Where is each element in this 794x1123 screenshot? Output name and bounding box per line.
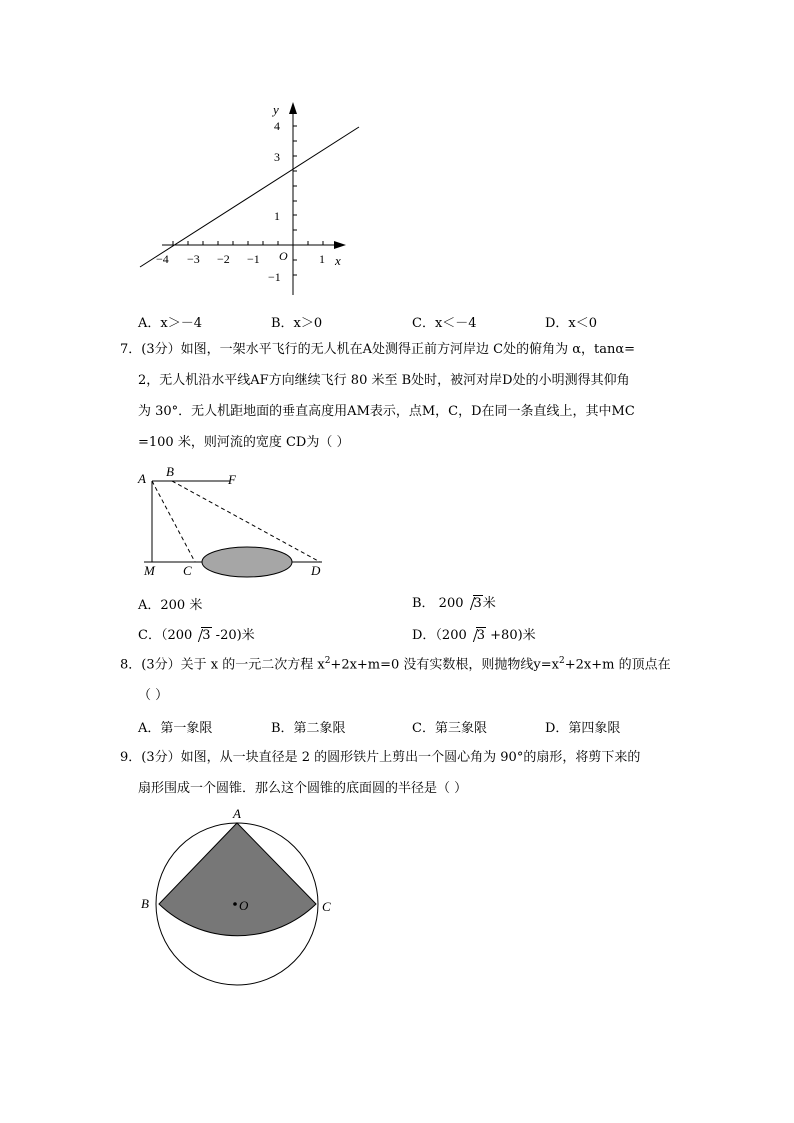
- q9-line-2: 扇形围成一个圆锥．那么这个圆锥的底面圆的半径是（ ）: [138, 781, 468, 796]
- q7-option-c-prefix: C．（200: [138, 628, 193, 643]
- q7-line-4: =100 米，则河流的宽度 CD为（ ）: [138, 435, 350, 450]
- q8-line-1-part-c: +2x+m 的顶点在: [564, 657, 671, 673]
- q7-option-d-radicand: 3: [476, 628, 486, 643]
- q6-option-b: B．x＞0: [271, 316, 323, 331]
- y-tick-marks: [293, 126, 297, 275]
- x-axis-label: x: [335, 253, 341, 268]
- linear-function-line: [140, 127, 359, 267]
- point-label-C: C: [183, 563, 192, 578]
- q8-line-1-part-a: 8．(3分）关于 x 的一元二次方程 x: [120, 657, 325, 673]
- q8-option-c: C．第三象限: [412, 721, 487, 736]
- center-point: [233, 902, 237, 906]
- y-axis-label: y: [273, 102, 279, 117]
- q8-line-2: （ ）: [138, 688, 169, 704]
- y-tick-label-3: 3: [274, 150, 280, 164]
- q9-question-text: [120, 742, 680, 804]
- sqrt-symbol: [467, 628, 486, 643]
- q7-option-a: A．200 米: [138, 598, 203, 613]
- q7-option-b-suffix: 米: [482, 596, 496, 611]
- q7-option-c-radicand: 3: [202, 628, 211, 643]
- q7-option-b-prefix: B． 200: [412, 596, 464, 611]
- q7-option-c: [138, 624, 255, 643]
- q8-line-1: [120, 646, 680, 680]
- y-tick-label-4: 4: [274, 119, 280, 133]
- x-tick-label-minus3: −3: [187, 252, 200, 266]
- y-axis-arrow: [289, 102, 297, 114]
- q6-option-a: A．x＞－4: [138, 316, 202, 331]
- point-label-C: C: [322, 899, 331, 914]
- q6-option-c: C．x＜－4: [412, 316, 477, 331]
- q7-option-d: [412, 624, 536, 643]
- q8-line-1-part-b: +2x+m=0 没有实数根，则抛物线y=x: [330, 657, 560, 673]
- q7-option-d-prefix: D．（200: [412, 628, 467, 643]
- q7-line-2: 2，无人机沿水平线AF方向继续飞行 80 米至 B处时，被河对岸D处的小明测得其仰角: [138, 373, 630, 388]
- point-label-M: M: [144, 563, 155, 578]
- point-label-B: B: [141, 896, 149, 911]
- q7-drone-figure: [130, 462, 340, 582]
- river-ellipse: [202, 547, 292, 577]
- q8-question-text: [120, 646, 680, 711]
- y-tick-label-1: 1: [274, 209, 280, 223]
- x-tick-label-minus4: −4: [156, 252, 169, 266]
- sector-shape: [159, 823, 316, 936]
- q7-line-1: 7．(3分）如图，一架水平飞行的无人机在A处测得正前方河岸边 C处的俯角为 α，tanα=: [120, 342, 636, 357]
- x-tick-marks: [173, 241, 323, 245]
- x-axis-arrow: [334, 241, 346, 249]
- point-label-B: B: [166, 464, 174, 479]
- point-label-A: A: [138, 471, 146, 486]
- x-tick-label-minus2: −2: [217, 252, 230, 266]
- point-label-F: F: [228, 472, 236, 487]
- x-tick-label-minus1: −1: [247, 252, 260, 266]
- q6-option-d: D．x＜0: [545, 316, 598, 331]
- y-tick-label-minus1: −1: [268, 270, 281, 284]
- line-AC-dashed: [152, 481, 195, 562]
- point-label-A: A: [233, 806, 241, 821]
- q9-line-1: 9．(3分）如图，从一块直径是 2 的圆形铁片上剪出一个圆心角为 90°的扇形，将剪下来的: [120, 750, 641, 765]
- q7-option-d-suffix: +80)米: [486, 628, 536, 643]
- q8-option-a: A．第一象限: [138, 721, 213, 736]
- point-label-D: D: [311, 563, 321, 578]
- q6-coordinate-graph: [130, 95, 370, 305]
- q7-line-3: 为 30°．无人机距地面的垂直高度用AM表示，点M，C，D在同一条直线上，其中MC: [138, 404, 635, 419]
- sqrt-symbol: [464, 596, 483, 611]
- q8-superscript-2: 2: [559, 656, 565, 666]
- origin-label: O: [279, 249, 288, 263]
- q8-superscript-1: 2: [324, 656, 331, 666]
- q7-option-b-radicand: 3: [473, 596, 482, 611]
- q7-question-text: [120, 334, 680, 458]
- point-label-O: O: [239, 898, 249, 913]
- sqrt-symbol: [192, 628, 211, 643]
- q8-option-d: D．第四象限: [545, 721, 621, 736]
- q7-option-b: [412, 592, 496, 611]
- x-tick-label-1: 1: [319, 252, 325, 266]
- q8-option-b: B．第二象限: [271, 721, 346, 736]
- q9-circle-sector-figure: [135, 800, 345, 990]
- q7-option-c-suffix: -20)米: [211, 628, 255, 643]
